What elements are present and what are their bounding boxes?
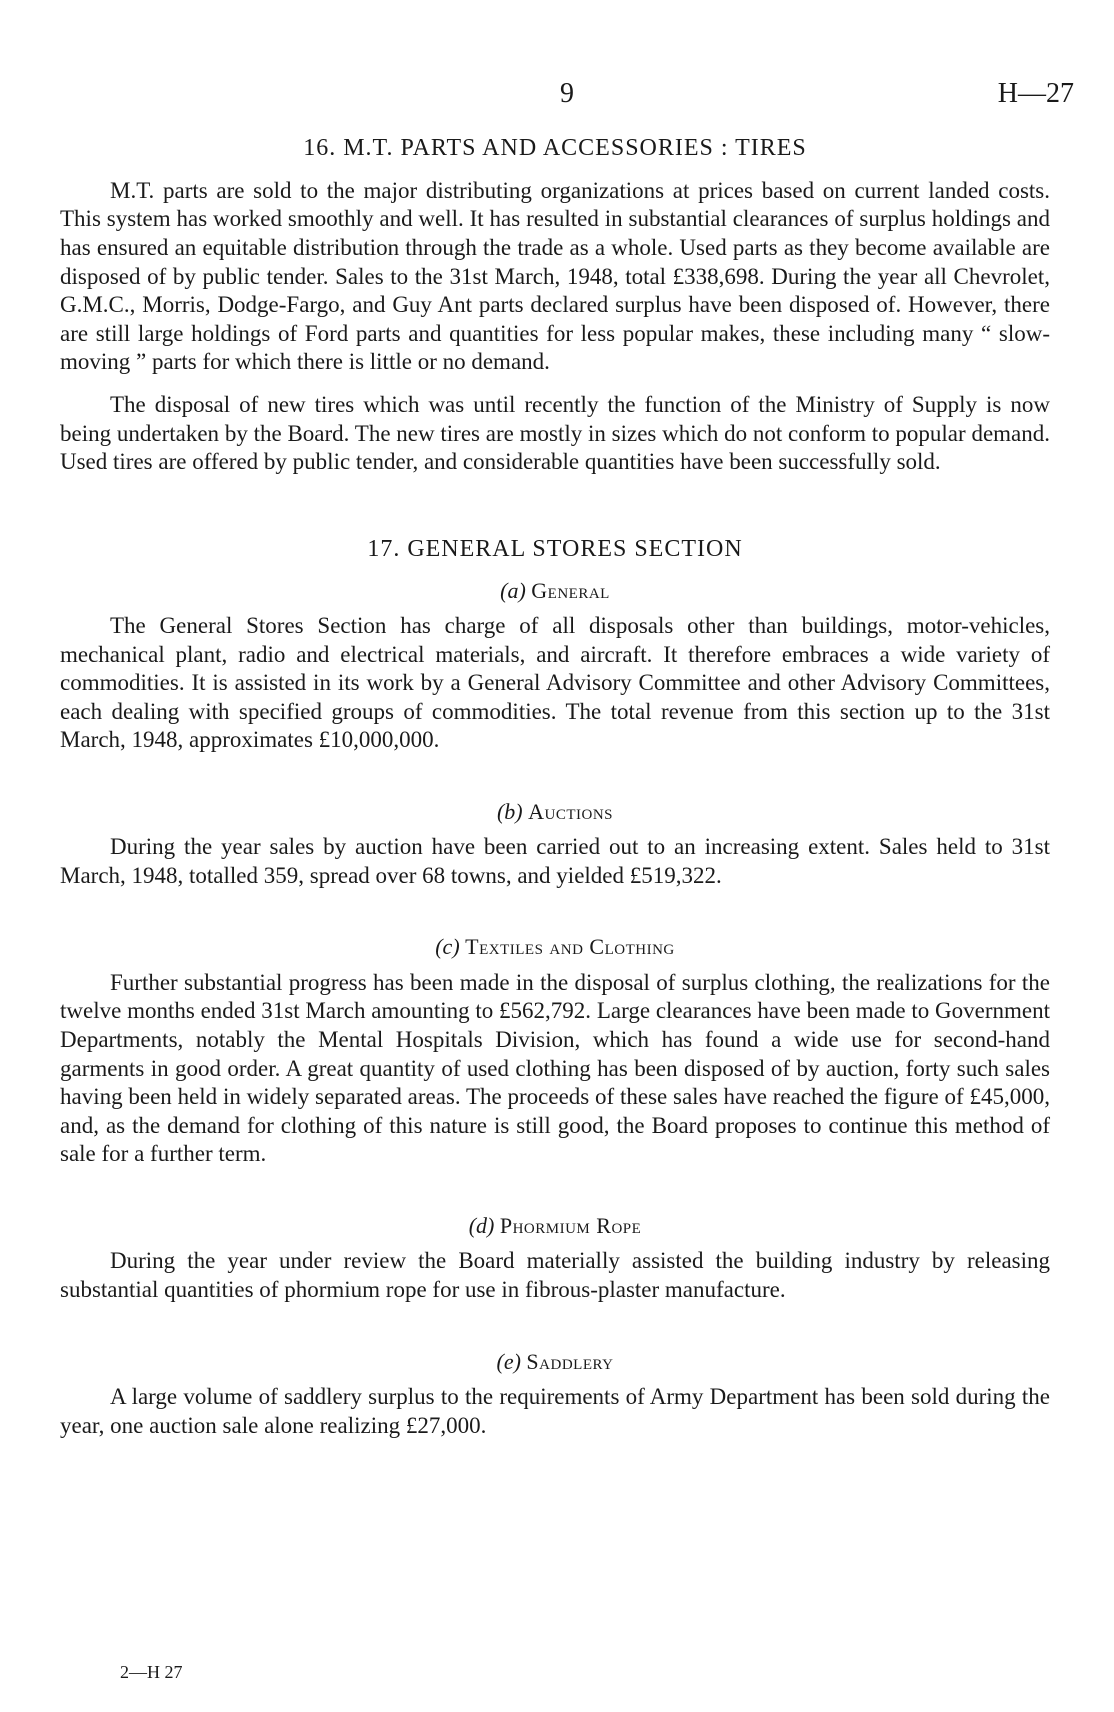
subsection-c-paragraph: Further substantial progress has been made in the disposal of surplus clothing, the realizations for the twelve months ended 31st March amounting to £562,792. Large clearances have been made to Government Departments, notably the Mental Hospitals Division, which has found a wide use for second-hand garments in good order. A great quantity of used clothing has been disposed of by auction, forty such sales having been held in widely separated areas. The proceeds of these sales have reached the figure of £45,000, and, as the demand for clothing of this nature is still good, the Board proposes to continue this method of sale for a further term.: [60, 969, 1050, 1167]
section-16-heading: 16. M.T. PARTS AND ACCESSORIES : TIRES: [303, 135, 807, 161]
subsection-a-title: General: [531, 577, 610, 603]
footer-signature: 2—H 27: [120, 1662, 183, 1682]
subsection-e-letter: (e): [496, 1348, 521, 1374]
subsection-b-letter: (b): [496, 798, 523, 824]
subsection-d-paragraph: During the year under review the Board materially assisted the building industry by releasing substantial quantities of phormium rope for use in fibrous-plaster manufacture.: [60, 1248, 1050, 1302]
page-content: [60, 134, 1050, 1440]
subsection-a-heading: [60, 578, 1050, 604]
subsection-b-title: Auctions: [528, 798, 614, 824]
subsection-e-heading: [60, 1349, 1050, 1375]
subsection-c-letter: (c): [435, 934, 460, 960]
subsection-c-title: Textiles and Clothing: [465, 934, 675, 960]
subsection-b-heading: [60, 799, 1050, 825]
subsection-e-paragraph: A large volume of saddlery surplus to the requirements of Army Department has been sold during the year, one auction sale alone realizing £27,000.: [60, 1383, 1050, 1438]
page-number: 9: [560, 78, 574, 109]
subsection-a-paragraph: The General Stores Section has charge of all disposals other than buildings, motor-vehicles, mechanical plant, radio and electrical materials, and aircraft. It therefore embraces a wide variety of commodities. It is assisted in its work by a General Advisory Committee and other Advisory Committees, each dealing with specified groups of commodities. The total revenue from this section up to the 31st March, 1948, approximates £10,000,000.: [60, 612, 1050, 753]
subsection-d-heading: [60, 1213, 1050, 1239]
section-16-paragraph-2: The disposal of new tires which was until recently the function of the Ministry of Supply is now being undertaken by the Board. The new tires are mostly in sizes which do not conform to popular demand. Used tires are offered by public tender, and considerable quantities have been successfully sold.: [60, 391, 1050, 475]
section-17-heading: 17. GENERAL STORES SECTION: [367, 535, 743, 562]
section-16-paragraph-1: M.T. parts are sold to the major distributing organizations at prices based on current landed costs. This system has worked smoothly and well. It has resulted in substantial clearances of surplus holdings and has ensured an equitable distribution through the trade as a whole. Used parts as they become available are disposed of by public tender. Sales to the 31st March, 1948, total £338,698. During the year all Chevrolet, G.M.C., Morris, Dodge-Fargo, and Guy Ant parts declared surplus have been disposed of. However, there are still large holdings of Ford parts and quantities for less popular makes, these including many “ slow-moving ” parts for which there is little or no demand.: [60, 177, 1050, 375]
subsection-d-title: Phormium Rope: [499, 1213, 642, 1239]
document-reference: H—27: [997, 78, 1074, 109]
subsection-c-heading: [60, 934, 1050, 960]
subsection-a-letter: (a): [500, 577, 526, 603]
subsection-e-title: Saddlery: [526, 1348, 614, 1374]
subsection-d-letter: (d): [468, 1213, 495, 1239]
subsection-b-paragraph: During the year sales by auction have been carried out to an increasing extent. Sales held to 31st March, 1948, totalled 359, spread over 68 towns, and yielded £519,322.: [60, 834, 1050, 888]
